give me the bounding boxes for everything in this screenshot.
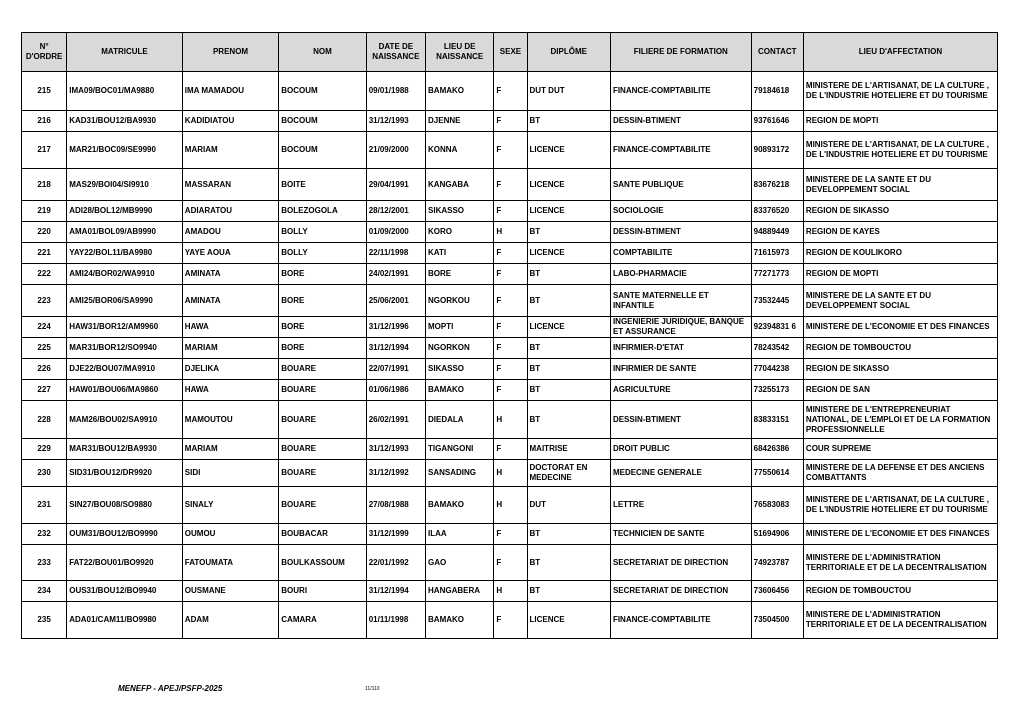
header-nom: NOM	[279, 33, 366, 72]
table-row	[22, 545, 998, 581]
cell-diplome: LICENCE	[527, 602, 610, 639]
header-lieu-naissance: LIEU DE NAISSANCE	[426, 33, 494, 72]
cell-prenom: HAWA	[182, 317, 278, 338]
table-row	[22, 285, 998, 317]
header-sexe: SEXE	[494, 33, 527, 72]
cell-nom: BOCOUM	[279, 72, 366, 111]
cell-contact: 78243542	[751, 338, 803, 359]
cell-contact: 83376520	[751, 201, 803, 222]
cell-nom: BORE	[279, 285, 366, 317]
cell-lieu-naissance: KATI	[426, 243, 494, 264]
cell-sexe: F	[494, 169, 527, 201]
cell-diplome: BT	[527, 285, 610, 317]
table-row	[22, 602, 998, 639]
cell-prenom: MASSARAN	[182, 169, 278, 201]
cell-filiere: SANTE PUBLIQUE	[610, 169, 751, 201]
table-row	[22, 380, 998, 401]
cell-date-naissance: 01/06/1986	[366, 380, 425, 401]
cell-filiere: LABO-PHARMACIE	[610, 264, 751, 285]
table-row	[22, 201, 998, 222]
cell-date-naissance: 29/04/1991	[366, 169, 425, 201]
table-row	[22, 338, 998, 359]
table-row	[22, 317, 998, 338]
cell-date-naissance: 31/12/1994	[366, 581, 425, 602]
cell-contact: 90893172	[751, 132, 803, 169]
cell-lieu-naissance: BAMAKO	[426, 602, 494, 639]
cell-affectation: MINISTERE DE L'ENTREPRENEURIAT NATIONAL, DE L'EMPLOI ET DE LA FORMATION PROFESSIONNELLE	[803, 401, 997, 439]
cell-ordre: 233	[22, 545, 67, 581]
table-row	[22, 359, 998, 380]
cell-prenom: IMA MAMADOU	[182, 72, 278, 111]
table-row	[22, 169, 998, 201]
cell-matricule: ADI28/BOL12/MB9990	[67, 201, 183, 222]
cell-prenom: AMINATA	[182, 285, 278, 317]
cell-nom: BOCOUM	[279, 111, 366, 132]
cell-affectation: MINISTERE DE LA SANTE ET DU DEVELOPPEMENT SOCIAL	[803, 169, 997, 201]
cell-contact: 68426386	[751, 439, 803, 460]
header-prenom: PRENOM	[182, 33, 278, 72]
cell-affectation: MINISTERE DE L'ECONOMIE ET DES FINANCES	[803, 524, 997, 545]
cell-filiere: LETTRE	[610, 487, 751, 524]
cell-sexe: F	[494, 317, 527, 338]
cell-contact: 83833151	[751, 401, 803, 439]
footer-label: MENEFP - APEJ/PSFP-2025	[118, 684, 223, 693]
cell-nom: BOUARE	[279, 359, 366, 380]
cell-ordre: 222	[22, 264, 67, 285]
table-row	[22, 132, 998, 169]
cell-prenom: MARIAM	[182, 439, 278, 460]
cell-sexe: F	[494, 545, 527, 581]
cell-sexe: F	[494, 380, 527, 401]
cell-affectation: REGION DE KAYES	[803, 222, 997, 243]
cell-filiere: SANTE MATERNELLE ET INFANTILE	[610, 285, 751, 317]
cell-ordre: 232	[22, 524, 67, 545]
header-matricule: MATRICULE	[67, 33, 183, 72]
cell-contact: 77271773	[751, 264, 803, 285]
cell-ordre: 223	[22, 285, 67, 317]
cell-date-naissance: 31/12/1994	[366, 338, 425, 359]
cell-lieu-naissance: DJENNE	[426, 111, 494, 132]
cell-nom: BOUBACAR	[279, 524, 366, 545]
cell-lieu-naissance: SANSADING	[426, 460, 494, 487]
cell-sexe: F	[494, 439, 527, 460]
cell-affectation: MINISTERE DE L'ARTISANAT, DE LA CULTURE , DE L'INDUSTRIE HOTELIERE ET DU TOURISME	[803, 72, 997, 111]
table-row	[22, 487, 998, 524]
cell-prenom: DJELIKA	[182, 359, 278, 380]
cell-affectation: REGION DE MOPTI	[803, 264, 997, 285]
cell-sexe: F	[494, 111, 527, 132]
cell-affectation: REGION DE TOMBOUCTOU	[803, 581, 997, 602]
cell-date-naissance: 27/08/1988	[366, 487, 425, 524]
cell-date-naissance: 25/06/2001	[366, 285, 425, 317]
cell-diplome: BT	[527, 338, 610, 359]
table-row	[22, 581, 998, 602]
cell-diplome: DOCTORAT EN MEDECINE	[527, 460, 610, 487]
cell-nom: CAMARA	[279, 602, 366, 639]
cell-matricule: IMA09/BOC01/MA9880	[67, 72, 183, 111]
cell-filiere: DROIT PUBLIC	[610, 439, 751, 460]
cell-prenom: ADIARATOU	[182, 201, 278, 222]
cell-date-naissance: 09/01/1988	[366, 72, 425, 111]
cell-date-naissance: 01/11/1998	[366, 602, 425, 639]
cell-prenom: ADAM	[182, 602, 278, 639]
cell-matricule: KAD31/BOU12/BA9930	[67, 111, 183, 132]
cell-nom: BORE	[279, 338, 366, 359]
cell-nom: BOUARE	[279, 487, 366, 524]
cell-prenom: OUMOU	[182, 524, 278, 545]
roster-table	[21, 32, 998, 639]
cell-matricule: AMI24/BOR02/WA9910	[67, 264, 183, 285]
cell-matricule: SID31/BOU12/DR9920	[67, 460, 183, 487]
cell-diplome: BT	[527, 380, 610, 401]
cell-nom: BOURI	[279, 581, 366, 602]
cell-affectation: MINISTERE DE L'ADMINISTRATION TERRITORIALE ET DE LA DECENTRALISATION	[803, 545, 997, 581]
cell-contact: 93761646	[751, 111, 803, 132]
cell-affectation: MINISTERE DE L'ARTISANAT, DE LA CULTURE , DE L'INDUSTRIE HOTELIERE ET DU TOURISME	[803, 487, 997, 524]
cell-lieu-naissance: GAO	[426, 545, 494, 581]
cell-date-naissance: 31/12/1993	[366, 111, 425, 132]
cell-diplome: DUT DUT	[527, 72, 610, 111]
cell-contact: 76583083	[751, 487, 803, 524]
cell-contact: 73606456	[751, 581, 803, 602]
cell-matricule: ADA01/CAM11/BO9980	[67, 602, 183, 639]
cell-sexe: F	[494, 602, 527, 639]
cell-lieu-naissance: KANGABA	[426, 169, 494, 201]
cell-ordre: 231	[22, 487, 67, 524]
cell-lieu-naissance: SIKASSO	[426, 359, 494, 380]
cell-filiere: SOCIOLOGIE	[610, 201, 751, 222]
cell-affectation: COUR SUPREME	[803, 439, 997, 460]
table-row	[22, 264, 998, 285]
cell-matricule: OUS31/BOU12/BO9940	[67, 581, 183, 602]
table-row	[22, 72, 998, 111]
cell-filiere: DESSIN-BTIMENT	[610, 401, 751, 439]
header-date-naissance: DATE DE NAISSANCE	[366, 33, 425, 72]
cell-ordre: 230	[22, 460, 67, 487]
cell-lieu-naissance: NGORKON	[426, 338, 494, 359]
cell-filiere: FINANCE-COMPTABILITE	[610, 72, 751, 111]
cell-contact: 71615973	[751, 243, 803, 264]
cell-nom: BOUARE	[279, 439, 366, 460]
cell-sexe: F	[494, 264, 527, 285]
cell-affectation: REGION DE MOPTI	[803, 111, 997, 132]
table-row	[22, 524, 998, 545]
cell-sexe: H	[494, 581, 527, 602]
cell-filiere: SECRETARIAT DE DIRECTION	[610, 545, 751, 581]
cell-contact: 51694906	[751, 524, 803, 545]
cell-contact: 73504500	[751, 602, 803, 639]
cell-ordre: 216	[22, 111, 67, 132]
cell-nom: BOULKASSOUM	[279, 545, 366, 581]
table-body	[22, 72, 998, 639]
cell-date-naissance: 22/11/1998	[366, 243, 425, 264]
cell-contact: 77044238	[751, 359, 803, 380]
cell-diplome: DUT	[527, 487, 610, 524]
cell-diplome: BT	[527, 359, 610, 380]
cell-nom: BOLLY	[279, 222, 366, 243]
cell-sexe: F	[494, 285, 527, 317]
cell-nom: BOCOUM	[279, 132, 366, 169]
cell-date-naissance: 31/12/1996	[366, 317, 425, 338]
cell-filiere: TECHNICIEN DE SANTE	[610, 524, 751, 545]
cell-contact: 74923787	[751, 545, 803, 581]
cell-affectation: REGION DE KOULIKORO	[803, 243, 997, 264]
cell-lieu-naissance: BORE	[426, 264, 494, 285]
cell-prenom: AMINATA	[182, 264, 278, 285]
cell-matricule: FAT22/BOU01/BO9920	[67, 545, 183, 581]
cell-lieu-naissance: ILAA	[426, 524, 494, 545]
cell-prenom: SINALY	[182, 487, 278, 524]
cell-ordre: 224	[22, 317, 67, 338]
cell-ordre: 229	[22, 439, 67, 460]
cell-diplome: LICENCE	[527, 317, 610, 338]
cell-sexe: F	[494, 72, 527, 111]
cell-matricule: YAY22/BOL11/BA9980	[67, 243, 183, 264]
cell-prenom: OUSMANE	[182, 581, 278, 602]
cell-prenom: AMADOU	[182, 222, 278, 243]
cell-diplome: LICENCE	[527, 201, 610, 222]
cell-sexe: H	[494, 487, 527, 524]
cell-ordre: 235	[22, 602, 67, 639]
cell-lieu-naissance: NGORKOU	[426, 285, 494, 317]
cell-date-naissance: 31/12/1993	[366, 439, 425, 460]
cell-ordre: 219	[22, 201, 67, 222]
cell-sexe: H	[494, 401, 527, 439]
header-diplome: DIPLÔME	[527, 33, 610, 72]
header-ordre: N° D'ORDRE	[22, 33, 67, 72]
cell-matricule: MAS29/BOI04/SI9910	[67, 169, 183, 201]
cell-lieu-naissance: DIEDALA	[426, 401, 494, 439]
cell-matricule: AMI25/BOR06/SA9990	[67, 285, 183, 317]
cell-prenom: SIDI	[182, 460, 278, 487]
cell-nom: BOITE	[279, 169, 366, 201]
cell-diplome: MAITRISE	[527, 439, 610, 460]
cell-date-naissance: 21/09/2000	[366, 132, 425, 169]
cell-filiere: DESSIN-BTIMENT	[610, 222, 751, 243]
cell-sexe: H	[494, 222, 527, 243]
cell-nom: BOLLY	[279, 243, 366, 264]
cell-affectation: REGION DE SIKASSO	[803, 359, 997, 380]
cell-contact: 73532445	[751, 285, 803, 317]
cell-matricule: MAR21/BOC09/SE9990	[67, 132, 183, 169]
header-contact: CONTACT	[751, 33, 803, 72]
cell-lieu-naissance: MOPTI	[426, 317, 494, 338]
cell-prenom: MAMOUTOU	[182, 401, 278, 439]
cell-prenom: FATOUMATA	[182, 545, 278, 581]
cell-date-naissance: 22/07/1991	[366, 359, 425, 380]
cell-filiere: INFIRMIER DE SANTE	[610, 359, 751, 380]
cell-filiere: INFIRMIER-D'ETAT	[610, 338, 751, 359]
cell-diplome: BT	[527, 264, 610, 285]
cell-filiere: MEDECINE GENERALE	[610, 460, 751, 487]
cell-contact: 77550614	[751, 460, 803, 487]
cell-contact: 83676218	[751, 169, 803, 201]
cell-affectation: MINISTERE DE L'ECONOMIE ET DES FINANCES	[803, 317, 997, 338]
cell-filiere: COMPTABILITE	[610, 243, 751, 264]
cell-affectation: MINISTERE DE LA DEFENSE ET DES ANCIENS COMBATTANTS	[803, 460, 997, 487]
cell-diplome: LICENCE	[527, 132, 610, 169]
cell-matricule: MAM26/BOU02/SA9910	[67, 401, 183, 439]
cell-filiere: FINANCE-COMPTABILITE	[610, 132, 751, 169]
header-filiere: FILIERE DE FORMATION	[610, 33, 751, 72]
cell-sexe: F	[494, 132, 527, 169]
cell-lieu-naissance: KORO	[426, 222, 494, 243]
cell-lieu-naissance: BAMAKO	[426, 72, 494, 111]
cell-date-naissance: 26/02/1991	[366, 401, 425, 439]
cell-ordre: 227	[22, 380, 67, 401]
table-row	[22, 111, 998, 132]
table-row	[22, 401, 998, 439]
cell-date-naissance: 01/09/2000	[366, 222, 425, 243]
cell-lieu-naissance: KONNA	[426, 132, 494, 169]
cell-prenom: MARIAM	[182, 338, 278, 359]
cell-lieu-naissance: HANGABERA	[426, 581, 494, 602]
cell-ordre: 215	[22, 72, 67, 111]
cell-affectation: REGION DE SAN	[803, 380, 997, 401]
cell-diplome: LICENCE	[527, 243, 610, 264]
cell-date-naissance: 28/12/2001	[366, 201, 425, 222]
cell-date-naissance: 31/12/1999	[366, 524, 425, 545]
cell-matricule: AMA01/BOL09/AB9990	[67, 222, 183, 243]
cell-affectation: MINISTERE DE L'ARTISANAT, DE LA CULTURE , DE L'INDUSTRIE HOTELIERE ET DU TOURISME	[803, 132, 997, 169]
cell-nom: BORE	[279, 317, 366, 338]
cell-date-naissance: 24/02/1991	[366, 264, 425, 285]
cell-matricule: MAR31/BOU12/BA9930	[67, 439, 183, 460]
cell-diplome: BT	[527, 111, 610, 132]
cell-matricule: MAR31/BOR12/SO9940	[67, 338, 183, 359]
cell-date-naissance: 22/01/1992	[366, 545, 425, 581]
cell-ordre: 218	[22, 169, 67, 201]
cell-lieu-naissance: TIGANGONI	[426, 439, 494, 460]
cell-sexe: F	[494, 338, 527, 359]
cell-lieu-naissance: BAMAKO	[426, 380, 494, 401]
cell-ordre: 228	[22, 401, 67, 439]
cell-sexe: F	[494, 524, 527, 545]
cell-lieu-naissance: BAMAKO	[426, 487, 494, 524]
cell-ordre: 225	[22, 338, 67, 359]
page-number: 11/110	[365, 686, 380, 692]
cell-diplome: BT	[527, 545, 610, 581]
cell-matricule: SIN27/BOU08/SO9880	[67, 487, 183, 524]
header-row	[22, 33, 998, 72]
cell-affectation: REGION DE TOMBOUCTOU	[803, 338, 997, 359]
cell-prenom: YAYE AOUA	[182, 243, 278, 264]
cell-diplome: BT	[527, 401, 610, 439]
cell-diplome: BT	[527, 581, 610, 602]
cell-matricule: DJE22/BOU07/MA9910	[67, 359, 183, 380]
cell-sexe: F	[494, 243, 527, 264]
cell-sexe: F	[494, 359, 527, 380]
cell-ordre: 234	[22, 581, 67, 602]
cell-prenom: MARIAM	[182, 132, 278, 169]
cell-nom: BOUARE	[279, 401, 366, 439]
cell-matricule: OUM31/BOU12/BO9990	[67, 524, 183, 545]
cell-diplome: LICENCE	[527, 169, 610, 201]
table-header	[22, 33, 998, 72]
cell-contact: 73255173	[751, 380, 803, 401]
cell-contact: 92394831 6	[751, 317, 803, 338]
table-row	[22, 460, 998, 487]
table-row	[22, 439, 998, 460]
cell-matricule: HAW31/BOR12/AM9960	[67, 317, 183, 338]
cell-affectation: REGION DE SIKASSO	[803, 201, 997, 222]
cell-ordre: 220	[22, 222, 67, 243]
table-row	[22, 222, 998, 243]
cell-sexe: H	[494, 460, 527, 487]
cell-lieu-naissance: SIKASSO	[426, 201, 494, 222]
cell-date-naissance: 31/12/1992	[366, 460, 425, 487]
cell-contact: 79184618	[751, 72, 803, 111]
cell-nom: BOLEZOGOLA	[279, 201, 366, 222]
cell-diplome: BT	[527, 222, 610, 243]
cell-filiere: FINANCE-COMPTABILITE	[610, 602, 751, 639]
cell-sexe: F	[494, 201, 527, 222]
cell-nom: BORE	[279, 264, 366, 285]
cell-filiere: INGENIERIE JURIDIQUE, BANQUE ET ASSURANCE	[610, 317, 751, 338]
cell-nom: BOUARE	[279, 460, 366, 487]
cell-affectation: MINISTERE DE L'ADMINISTRATION TERRITORIALE ET DE LA DECENTRALISATION	[803, 602, 997, 639]
cell-ordre: 217	[22, 132, 67, 169]
cell-nom: BOUARE	[279, 380, 366, 401]
cell-diplome: BT	[527, 524, 610, 545]
cell-prenom: HAWA	[182, 380, 278, 401]
cell-ordre: 226	[22, 359, 67, 380]
cell-filiere: DESSIN-BTIMENT	[610, 111, 751, 132]
cell-filiere: SECRETARIAT DE DIRECTION	[610, 581, 751, 602]
header-affectation: LIEU D'AFFECTATION	[803, 33, 997, 72]
cell-affectation: MINISTERE DE LA SANTE ET DU DEVELOPPEMENT SOCIAL	[803, 285, 997, 317]
cell-filiere: AGRICULTURE	[610, 380, 751, 401]
cell-ordre: 221	[22, 243, 67, 264]
cell-prenom: KADIDIATOU	[182, 111, 278, 132]
cell-matricule: HAW01/BOU06/MA9860	[67, 380, 183, 401]
table-row	[22, 243, 998, 264]
cell-contact: 94889449	[751, 222, 803, 243]
